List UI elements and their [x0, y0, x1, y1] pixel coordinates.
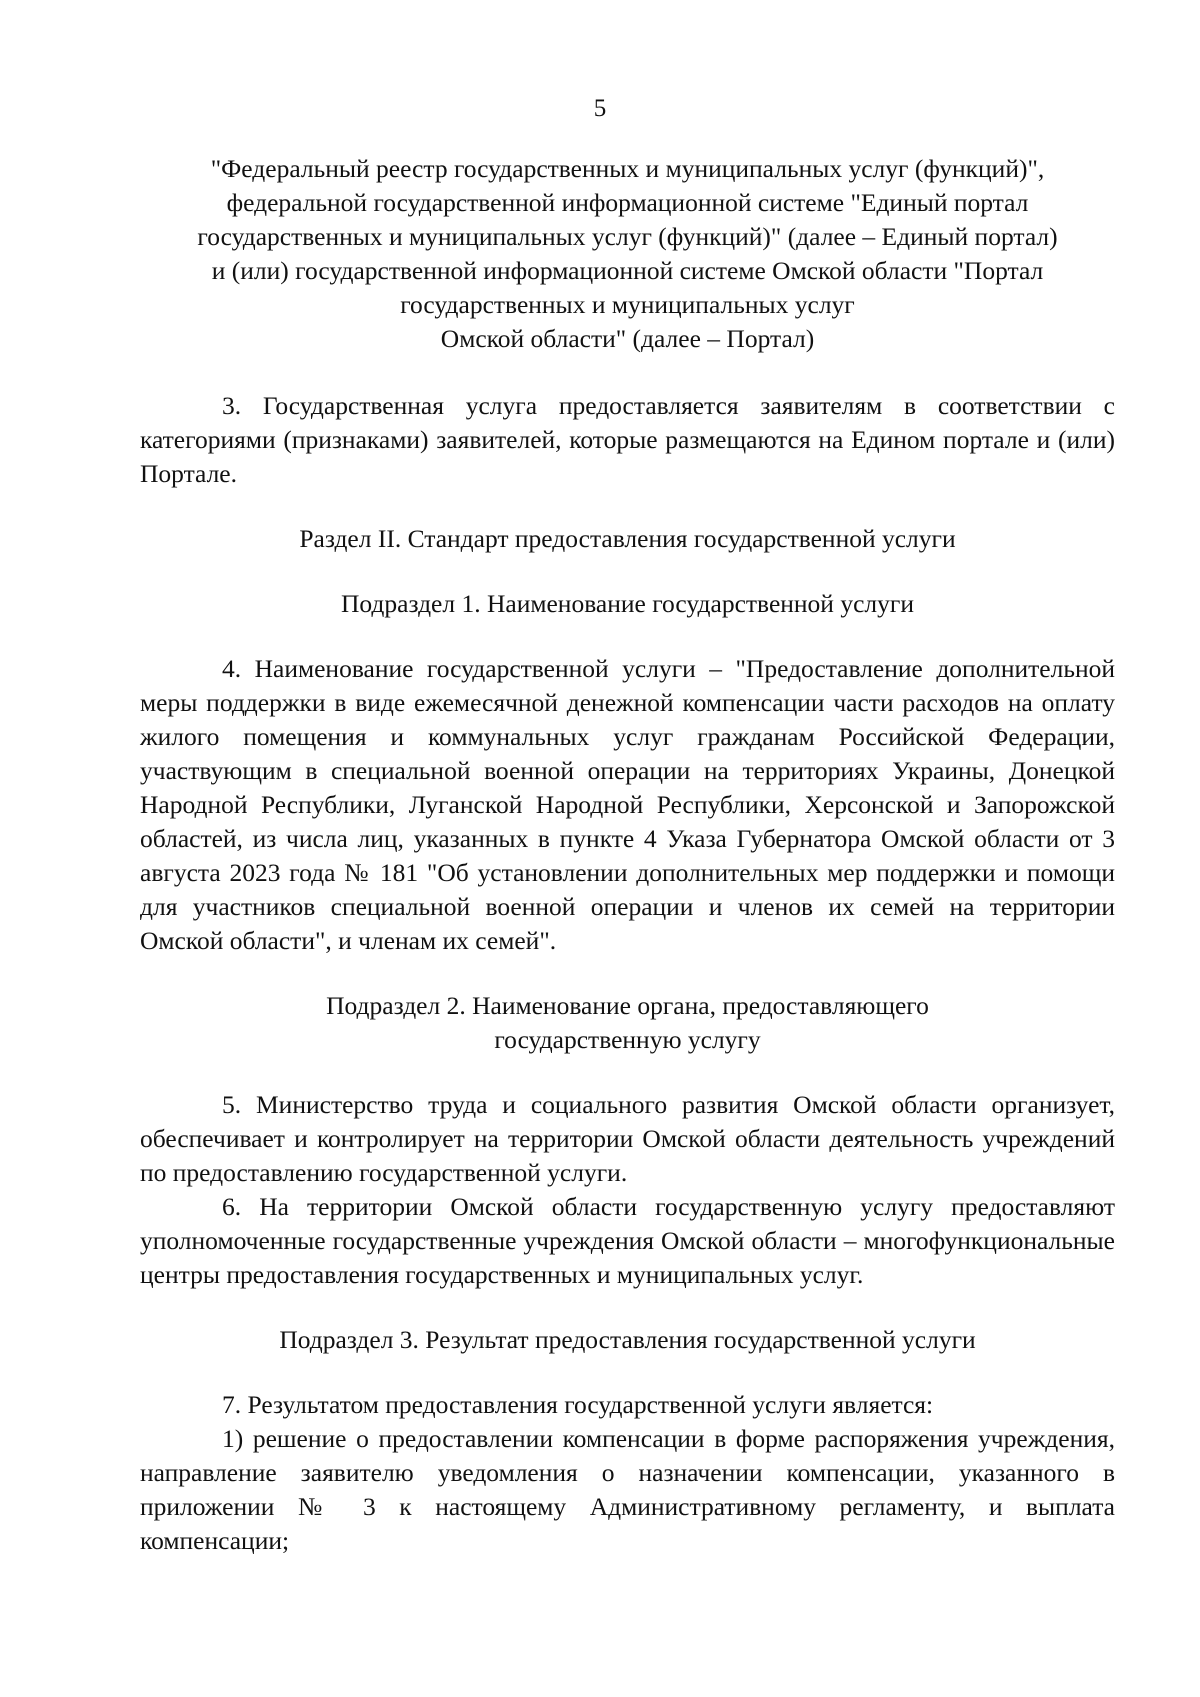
- paragraph-3: 3. Государственная услуга предоставляется заявителям в соответствии с категориями (признаками) заявителей, которые размещаются на Едином портале и (или) Портале.: [140, 391, 1115, 488]
- intro-line: и (или) государственной информационной системе Омской области "Портал: [211, 256, 1044, 285]
- subsection-3-heading: Подраздел 3. Результат предоставления государственной услуги: [279, 1325, 976, 1354]
- page-number: 5: [593, 95, 607, 122]
- paragraph-6: 6. На территории Омской области государственную услугу предоставляют уполномоченные государственные учреждения Омской области – многофункциональные центры предоставления государственных и муниципальных услуг.: [140, 1192, 1115, 1289]
- intro-line: Омской области" (далее – Портал): [440, 324, 815, 353]
- document-body: [140, 152, 1115, 1558]
- intro-line: государственных и муниципальных услуг (функций)" (далее – Единый портал): [197, 222, 1058, 251]
- paragraph-7: 7. Результатом предоставления государственной услуги является:: [222, 1390, 934, 1419]
- intro-line: государственных и муниципальных услуг: [400, 290, 855, 319]
- intro-line: федеральной государственной информационной системе "Единый портал: [226, 188, 1029, 217]
- intro-line: "Федеральный реестр государственных и муниципальных услуг (функций)",: [210, 154, 1045, 183]
- subsection-1-heading: Подраздел 1. Наименование государственной услуги: [341, 589, 914, 618]
- paragraph-4: 4. Наименование государственной услуги – "Предоставление дополнительной меры поддержки в виде ежемесячной денежной компенсации части расходов на оплату жилого помещения и коммунальных услуг гражданам Российской Федерации, участвующим в специальной военной операции на территориях Украины, Донецкой Народной Республики, Луганской Народной Республики, Херсонской и Запорожской областей, из числа лиц, указанных в пункте 4 Указа Губернатора Омской области от 3 августа 2023 года № 181 "Об установлении дополнительных мер поддержки и помощи для участников специальной военной операции и членов их семей на территории Омской области", и членам их семей".: [140, 654, 1115, 955]
- subsection-2-heading-line: государственную услугу: [494, 1025, 761, 1054]
- subsection-2-heading-line: Подраздел 2. Наименование органа, предоставляющего: [326, 991, 929, 1020]
- paragraph-5: 5. Министерство труда и социального развития Омской области организует, обеспечивает и контролирует на территории Омской области деятельность учреждений по предоставлению государственной услуги.: [140, 1090, 1115, 1187]
- subsection-2-heading: [140, 989, 1115, 1057]
- paragraph-7-item-1: 1) решение о предоставлении компенсации в форме распоряжения учреждения, направление заявителю уведомления о назначении компенсации, указанного в приложении № 3 к настоящему Административному регламенту, и выплата компенсации;: [140, 1424, 1115, 1555]
- intro-block: [140, 152, 1115, 356]
- section-2-heading: Раздел II. Стандарт предоставления государственной услуги: [299, 524, 956, 553]
